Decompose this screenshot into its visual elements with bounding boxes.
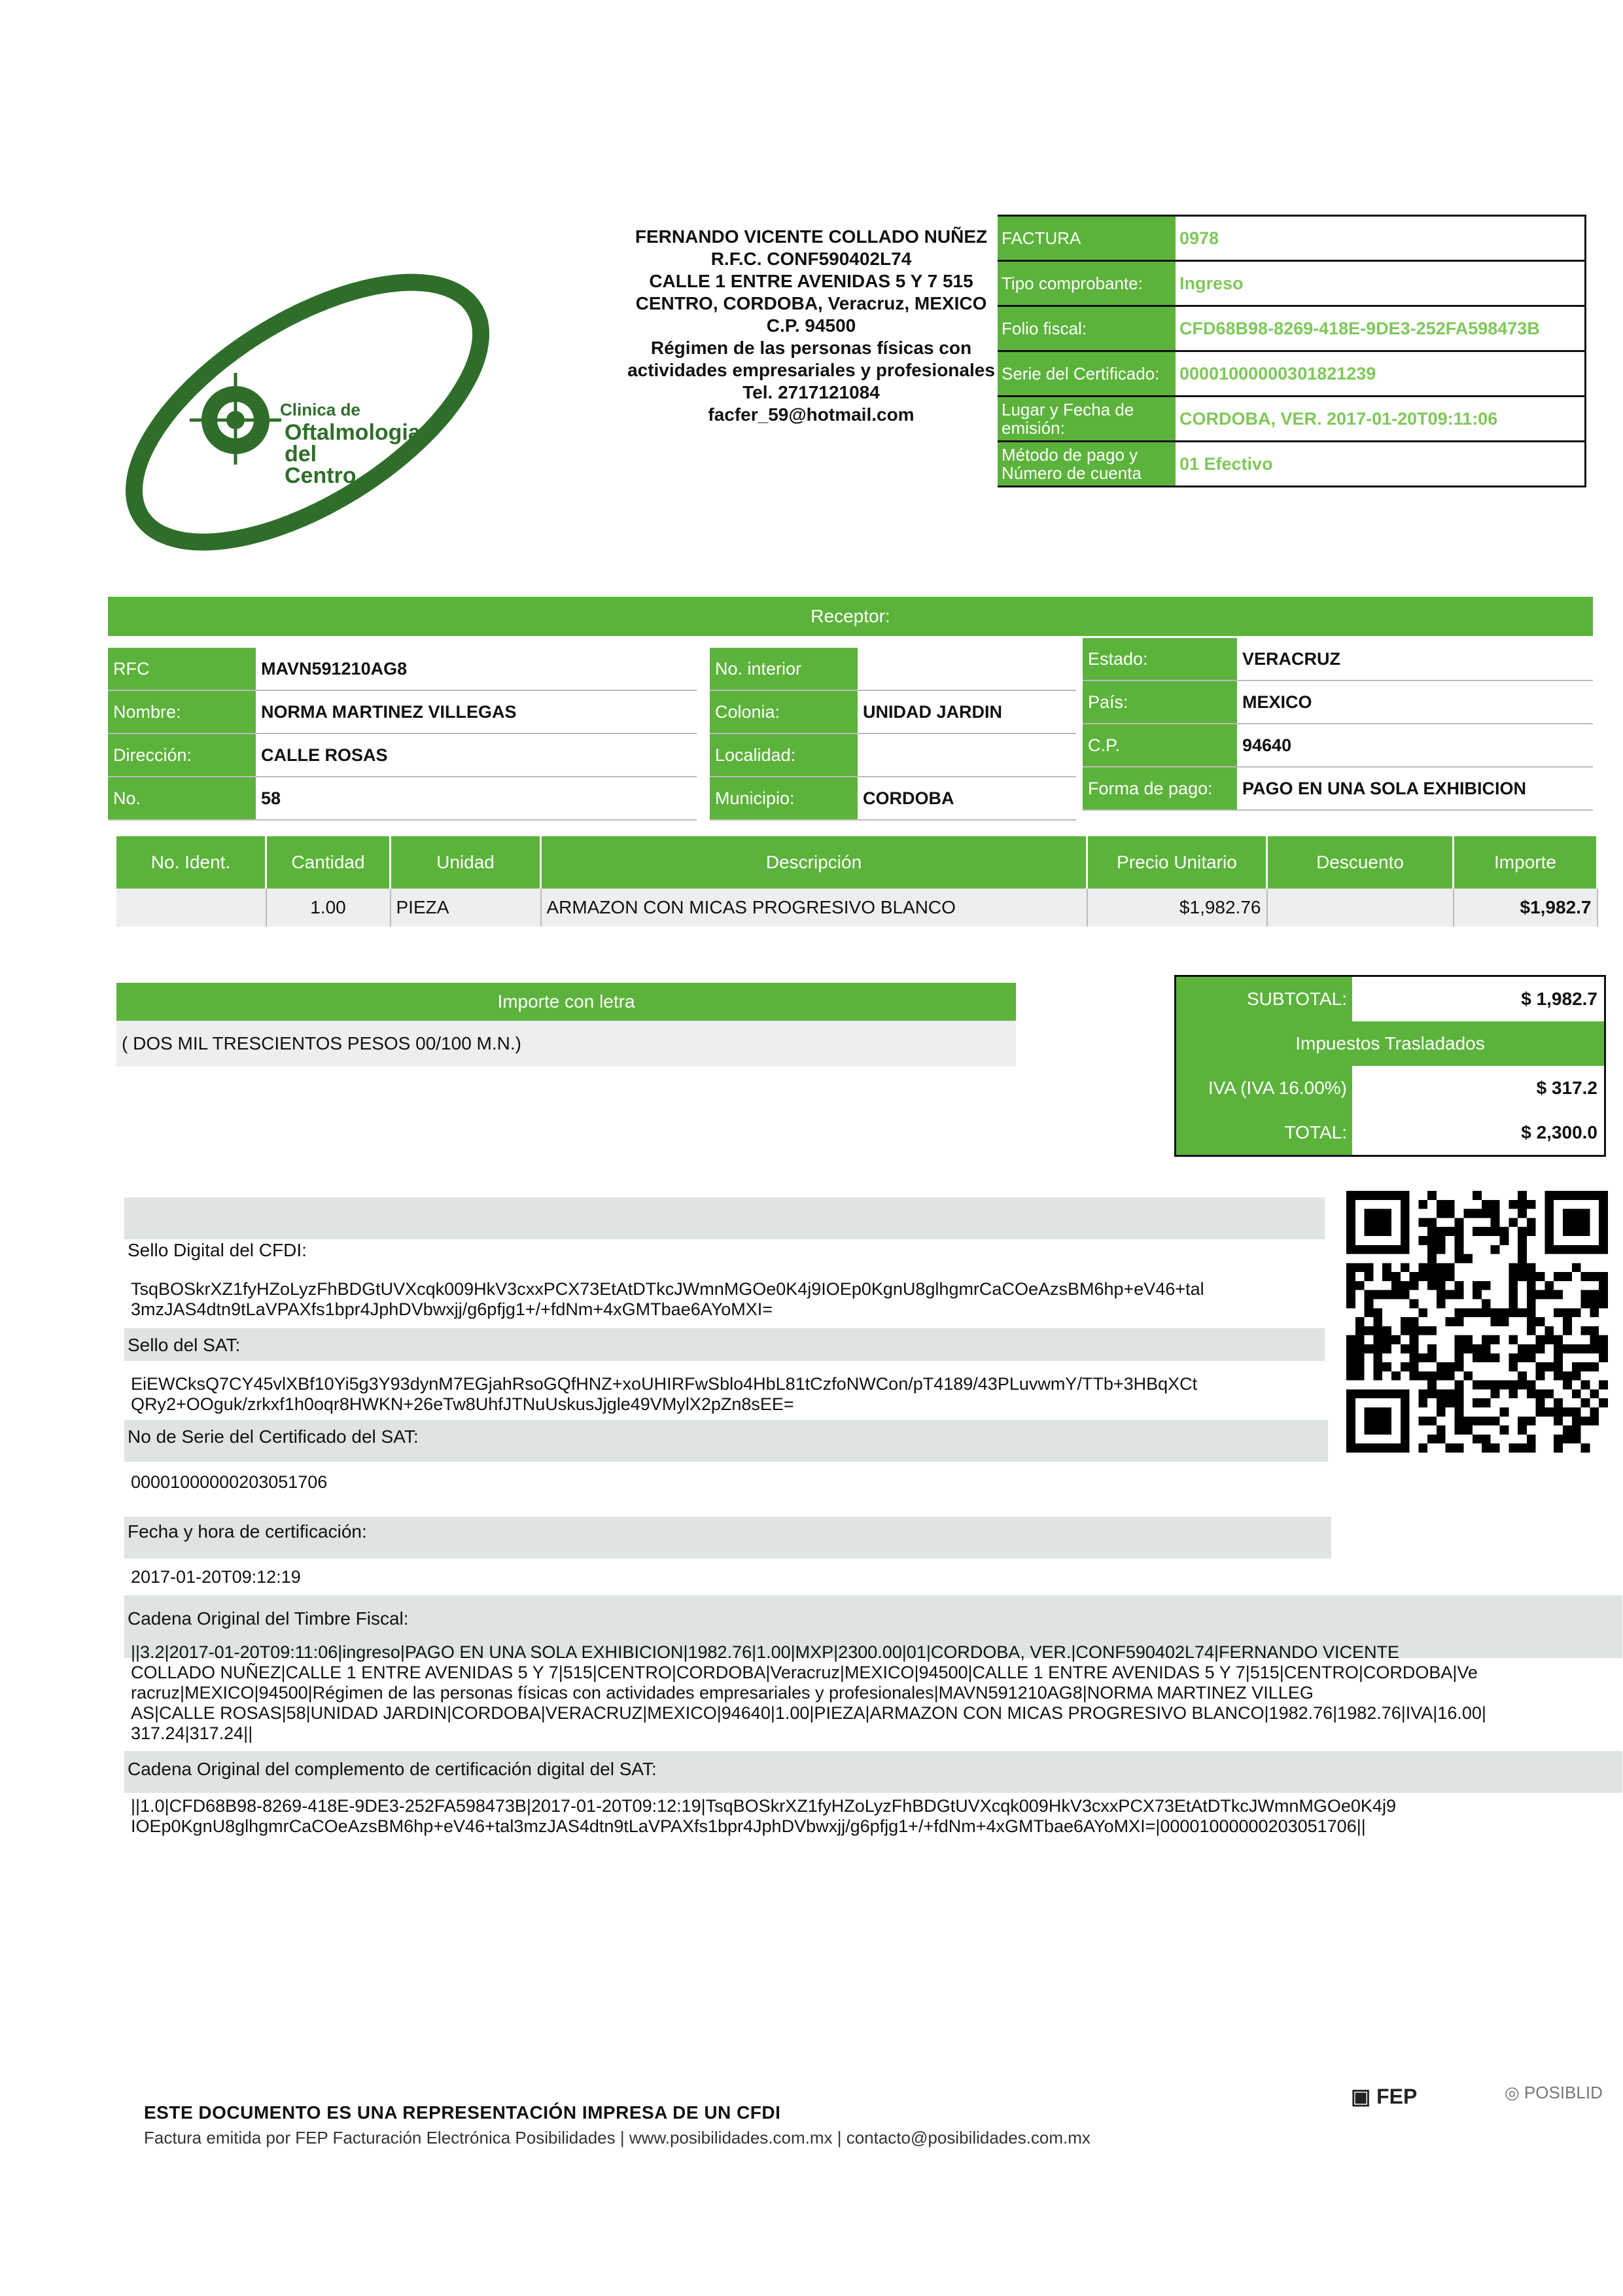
total-value: $ 2,300.0: [1521, 1122, 1597, 1142]
receptor-value: CALLE ROSAS: [256, 733, 697, 777]
cadena-line3: racruz|MEXICO|94500|Régimen de las personas físicas con actividades empresariales y profesionales|MAVN591210AG8|NORMA MARTINEZ VILLEG: [131, 1683, 1314, 1703]
qr-code: [1346, 1191, 1608, 1453]
receptor-value: [858, 648, 1076, 690]
factura-label: Folio fiscal:: [998, 306, 1176, 351]
receptor-label: Dirección:: [108, 733, 256, 777]
receptor-value: [858, 733, 1076, 777]
receptor-row: [710, 733, 1076, 777]
cell-unidad: PIEZA: [391, 889, 541, 927]
factura-row: [998, 216, 1586, 261]
cell-ident: [116, 889, 266, 927]
complemento-title: Cadena Original del complemento de certificación digital del SAT:: [128, 1759, 657, 1779]
emitter-email: facfer_59@hotmail.com: [708, 404, 915, 425]
logo-line1: Clinica de: [280, 400, 360, 419]
importe-letra-header: Importe con letra: [116, 983, 1016, 1021]
cadena-title: Cadena Original del Timbre Fiscal:: [128, 1608, 409, 1629]
col-header-cantidad: Cantidad: [266, 836, 391, 889]
col-header-precio: Precio Unitario: [1087, 836, 1267, 889]
col-header-unidad: Unidad: [391, 836, 541, 889]
emitter-rfc: R.F.C. CONF590402L74: [710, 249, 912, 269]
factura-label: Lugar y Fecha de emisión:: [998, 397, 1176, 442]
fep-logo-text: FEP: [1376, 2085, 1418, 2108]
emitter-city: CENTRO, CORDOBA, Veracruz, MEXICO: [635, 293, 987, 313]
factura-value: CORDOBA, VER. 2017-01-20T09:11:06: [1176, 397, 1586, 442]
table-row: [116, 889, 1597, 927]
receptor-label: No. interior: [710, 648, 858, 690]
col-header-descuento: Descuento: [1267, 836, 1454, 889]
cell-cantidad: 1.00: [266, 889, 391, 927]
cell-descripcion: ARMAZON CON MICAS PROGRESIVO BLANCO: [541, 889, 1087, 927]
clinic-logo: [98, 249, 517, 576]
logo-line2: Oftalmologia: [285, 420, 421, 445]
impuestos-row: [1176, 1021, 1605, 1066]
receptor-label: Colonia:: [710, 690, 858, 733]
document-icon: ▣: [1351, 2085, 1371, 2108]
cell-precio: $1,982.76: [1087, 889, 1267, 927]
receptor-label: Estado:: [1083, 638, 1237, 680]
factura-row: [998, 351, 1586, 397]
cell-importe: $1,982.7: [1454, 889, 1597, 927]
col-header-ident: No. Ident.: [116, 836, 266, 889]
receptor-row: [710, 648, 1076, 690]
receptor-row: [1083, 767, 1593, 810]
totals-table: [1174, 975, 1606, 1157]
sello-cfdi-bar: [124, 1197, 1325, 1239]
total-label: TOTAL:: [1176, 1110, 1353, 1156]
factura-label: Serie del Certificado:: [998, 351, 1176, 397]
serie-title: No de Serie del Certificado del SAT:: [128, 1426, 419, 1447]
factura-value: 00001000000301821239: [1176, 351, 1586, 397]
sello-cfdi-title: Sello Digital del CFDI:: [128, 1240, 307, 1260]
cadena-line4: AS|CALLE ROSAS|58|UNIDAD JARDIN|CORDOBA|VERACRUZ|MEXICO|94640|1.00|PIEZA|ARMAZON CON MICAS PROGRESIVO BLANCO|1982.76|1982.76|IVA|16.00|: [131, 1703, 1486, 1723]
logo-line3: del: [285, 442, 317, 467]
sello-sat-line2: QRy2+OOguk/zrkxf1h0oqr8HWKN+26eTw8UhfJTNuUskusJjgle49VMylX2pZn8sEE=: [131, 1394, 794, 1414]
receptor-value: MEXICO: [1237, 680, 1593, 724]
receptor-row: [1083, 724, 1593, 767]
factura-row: [998, 261, 1586, 306]
emitter-block: [563, 226, 1060, 426]
receptor-value: UNIDAD JARDIN: [858, 690, 1076, 733]
fep-logo: [1351, 2084, 1417, 2109]
emitter-regimen1: Régimen de las personas físicas con: [650, 338, 972, 358]
receptor-value: 58: [256, 777, 697, 820]
posibilidades-icon: ◎: [1505, 2083, 1520, 2102]
items-table: [116, 836, 1598, 927]
receptor-header: Receptor:: [108, 597, 1593, 636]
serie-value: 00001000000203051706: [131, 1472, 328, 1492]
receptor-label: RFC: [108, 648, 256, 690]
emitter-regimen2: actividades empresariales y profesionales: [627, 360, 995, 380]
receptor-label: Municipio:: [710, 777, 858, 820]
receptor-label: No.: [108, 777, 256, 820]
receptor-label: C.P.: [1083, 724, 1237, 767]
receptor-value: MAVN591210AG8: [256, 648, 697, 690]
receptor-row: [108, 733, 697, 777]
cadena-line2: COLLADO NUÑEZ|CALLE 1 ENTRE AVENIDAS 5 Y 7|515|CENTRO|CORDOBA|Veracruz|MEXICO|94500|CALLE 1 ENTRE AVENIDAS 5 Y 7|515|CENTRO|CORDOBA|Ve: [131, 1663, 1478, 1682]
iva-value: $ 317.2: [1536, 1078, 1597, 1098]
sello-sat-line1: EiEWCksQ7CY45vlXBf10Yi5g3Y93dynM7EGjahRsoGQfHNZ+xoUHIRFwSblo4HbL81tCzfoNWCon/pT4189/43PLuvwmY/TTb+3HBqXCt: [131, 1374, 1198, 1394]
receptor-row: [710, 690, 1076, 733]
sello-cfdi-line2: 3mzJAS4dtn9tLaVPAXfs1bpr4JphDVbwxjj/g6pfjg1+/+fdNm+4xGMTbae6AYoMXI=: [131, 1299, 773, 1319]
emitter-cp: C.P. 94500: [766, 315, 856, 336]
receptor-row: [108, 690, 697, 733]
receptor-value: NORMA MARTINEZ VILLEGAS: [256, 690, 697, 733]
subtotal-row: [1176, 976, 1605, 1022]
receptor-row: [1083, 638, 1593, 680]
importe-letra-value: ( DOS MIL TRESCIENTOS PESOS 00/100 M.N.): [116, 1021, 1016, 1067]
complemento-line1: ||1.0|CFD68B98-8269-418E-9DE3-252FA598473B|2017-01-20T09:12:19|TsqBOSkrXZ1fyHZoLyzFhBDGtUVXcqk009HkV3cxxPCX73EtAtDTkcJWmnMGOe0K4j9: [131, 1796, 1396, 1816]
receptor-value: CORDOBA: [858, 777, 1076, 820]
receptor-label: País:: [1083, 680, 1237, 724]
emitter-tel: Tel. 2717121084: [742, 382, 880, 402]
footer-issuer: Factura emitida por FEP Facturación Electrónica Posibilidades | www.posibilidades.com.mx | contacto@posibilidades.com.mx: [144, 2128, 1091, 2147]
sello-sat-bar: [124, 1328, 1325, 1361]
receptor-value: 94640: [1237, 724, 1593, 767]
factura-label: FACTURA: [998, 216, 1176, 261]
emitter-street: CALLE 1 ENTRE AVENIDAS 5 Y 7 515: [649, 271, 973, 291]
emitter-name: FERNANDO VICENTE COLLADO NUÑEZ: [635, 226, 988, 247]
footer-disclaimer: ESTE DOCUMENTO ES UNA REPRESENTACIÓN IMPRESA DE UN CFDI: [144, 2102, 781, 2123]
factura-label: Tipo comprobante:: [998, 261, 1176, 306]
fecha-value: 2017-01-20T09:12:19: [131, 1567, 301, 1587]
cell-descuento: [1267, 889, 1454, 927]
iva-label: IVA (IVA 16.00%): [1176, 1066, 1353, 1110]
fecha-title: Fecha y hora de certificación:: [128, 1521, 367, 1542]
factura-value: 01 Efectivo: [1176, 442, 1586, 487]
cadena-line5: 317.24|317.24||: [131, 1723, 253, 1743]
iva-row: [1176, 1066, 1605, 1110]
receptor-label: Nombre:: [108, 690, 256, 733]
receptor-col3: [1083, 638, 1593, 811]
col-header-importe: Importe: [1454, 836, 1597, 889]
posibilidades-logo-text: POSIBLID: [1524, 2083, 1603, 2102]
receptor-row: [710, 777, 1076, 820]
receptor-row: [108, 648, 697, 690]
receptor-col1: [108, 648, 697, 821]
factura-table: [998, 215, 1586, 487]
logo-line4: Centro: [285, 463, 357, 488]
subtotal-value: $ 1,982.7: [1521, 989, 1597, 1009]
posibilidades-logo: [1505, 2083, 1603, 2103]
items-header-row: [116, 836, 1597, 889]
factura-row: [998, 442, 1586, 487]
cadena-line1: ||3.2|2017-01-20T09:11:06|ingreso|PAGO EN UNA SOLA EXHIBICION|1982.76|1.00|MXP|2300.00|01|CORDOBA, VER.|CONF590402L74|FERNANDO VICENTE: [131, 1642, 1400, 1662]
receptor-value: VERACRUZ: [1237, 638, 1593, 680]
receptor-row: [108, 777, 697, 820]
col-header-descripcion: Descripción: [541, 836, 1087, 889]
receptor-value: PAGO EN UNA SOLA EXHIBICION: [1237, 767, 1593, 810]
factura-row: [998, 397, 1586, 442]
factura-value: Ingreso: [1176, 261, 1586, 306]
impuestos-label: Impuestos Trasladados: [1176, 1021, 1605, 1066]
receptor-col2: [710, 648, 1076, 821]
factura-value: 0978: [1176, 216, 1586, 261]
subtotal-label: SUBTOTAL:: [1176, 976, 1353, 1022]
factura-label: Método de pago y Número de cuenta: [998, 442, 1176, 487]
factura-row: [998, 306, 1586, 351]
complemento-line2: IOEp0KgnU8glhgmrCaCOeAzsBM6hp+eV46+tal3mzJAS4dtn9tLaVPAXfs1bpr4JphDVbwxjj/g6pfjg1+/+fdNm+4xGMTbae6AYoMXI=|00001000000203051706||: [131, 1816, 1366, 1836]
receptor-row: [1083, 680, 1593, 724]
factura-value: CFD68B98-8269-418E-9DE3-252FA598473B: [1176, 306, 1586, 351]
sello-cfdi-line1: TsqBOSkrXZ1fyHZoLyzFhBDGtUVXcqk009HkV3cxxPCX73EtAtDTkcJWmnMGOe0K4j9IOEp0KgnU8glhgmrCaCOeAzsBM6hp+eV46+tal: [131, 1279, 1204, 1299]
total-row: [1176, 1110, 1605, 1156]
sello-sat-title: Sello del SAT:: [128, 1335, 241, 1355]
receptor-label: Forma de pago:: [1083, 767, 1237, 810]
receptor-label: Localidad:: [710, 733, 858, 777]
